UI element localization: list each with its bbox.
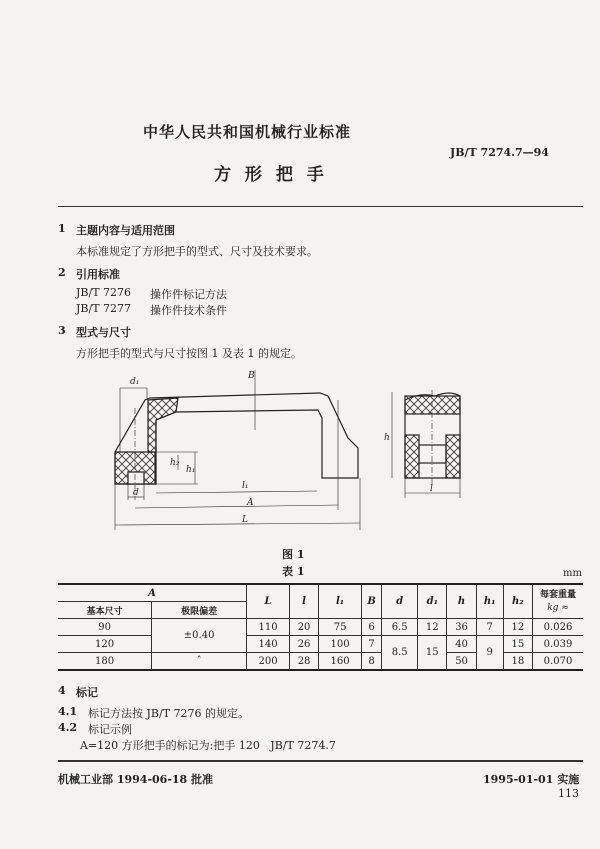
cell-h: 50 xyxy=(447,653,476,671)
label-l: l xyxy=(430,484,433,494)
section-2-title: 引用标准 xyxy=(76,268,120,281)
col-header-h2: h₂ xyxy=(503,584,532,619)
ref-name: 操作件标记方法 xyxy=(150,288,227,301)
cell-h: 36 xyxy=(447,619,476,636)
cell-l: 20 xyxy=(289,619,318,636)
col-header-l1: l₁ xyxy=(319,584,362,619)
side-view xyxy=(392,390,460,498)
cell-tolerance: ±0.40 xyxy=(152,619,247,653)
item-4-1-num: 4.1 xyxy=(58,705,78,718)
cell-l: 28 xyxy=(289,653,318,671)
ref-code: JB/T 7276 xyxy=(76,286,132,299)
cell-B: 6 xyxy=(362,619,382,636)
cell-A: 120 xyxy=(58,636,152,653)
col-header-weight xyxy=(533,584,584,619)
doc-title: 方 形 把 手 xyxy=(214,165,328,185)
section-4-num: 4 xyxy=(58,684,66,697)
figure-caption: 图 1 xyxy=(282,548,305,561)
section-3-body: 方形把手的型式与尺寸按图 1 及表 1 的规定。 xyxy=(76,347,302,360)
section-4-title: 标记 xyxy=(76,686,98,699)
section-3-num: 3 xyxy=(58,324,66,337)
cell-d1: 15 xyxy=(418,636,447,671)
cell-h: 40 xyxy=(447,636,476,653)
section-1-num: 1 xyxy=(58,222,66,235)
cell-weight: 0.026 xyxy=(533,619,584,636)
cell-h2: 12 xyxy=(503,619,532,636)
col-header-h: h xyxy=(447,584,476,619)
table-row xyxy=(58,619,583,636)
ref-code: JB/T 7277 xyxy=(76,302,132,315)
col-header-l: l xyxy=(289,584,318,619)
cell-d1: 12 xyxy=(418,619,447,636)
table-caption: 表 1 xyxy=(282,565,305,578)
item-4-1-text: 标记方法按 JB/T 7276 的规定。 xyxy=(88,707,250,720)
cell-B: 7 xyxy=(362,636,382,653)
col-header-L: L xyxy=(247,584,290,619)
marking-example: A=120 方形把手的标记为:把手 120 JB/T 7274.7 xyxy=(80,739,336,752)
table-header-row xyxy=(58,584,583,602)
cell-h2: 18 xyxy=(503,653,532,671)
label-A: A xyxy=(247,498,254,508)
table-row xyxy=(58,636,583,653)
cell-L: 140 xyxy=(247,636,290,653)
cell-L: 200 xyxy=(247,653,290,671)
col-header-d1: d₁ xyxy=(418,584,447,619)
col-header-A: A xyxy=(58,584,247,602)
section-2-num: 2 xyxy=(58,266,66,279)
weight-label: 每套重量 xyxy=(539,589,576,600)
section-3-title: 型式与尺寸 xyxy=(76,326,131,339)
footer-rule xyxy=(58,760,583,762)
cell-tolerance-mark: ˆ xyxy=(152,653,247,671)
label-L: L xyxy=(242,515,248,525)
effective-date: 1995-01-01 实施 xyxy=(483,773,580,786)
section-1-body: 本标准规定了方形把手的型式、尺寸及技术要求。 xyxy=(76,245,318,258)
cell-d: 8.5 xyxy=(382,636,418,671)
cell-L: 110 xyxy=(247,619,290,636)
cell-d: 6.5 xyxy=(382,619,418,636)
col-header-A-tol: 极限偏差 xyxy=(152,602,247,619)
header-rule xyxy=(58,206,583,207)
handle-drawing xyxy=(90,360,490,540)
item-4-2-num: 4.2 xyxy=(58,721,78,734)
table-unit: mm xyxy=(563,568,582,579)
cell-B: 8 xyxy=(362,653,382,671)
section-1-title: 主题内容与适用范围 xyxy=(76,224,175,237)
standard-number: JB/T 7274.7—94 xyxy=(450,146,549,159)
label-h1: h₁ xyxy=(186,465,196,475)
col-header-d: d xyxy=(382,584,418,619)
ref-name: 操作件技术条件 xyxy=(150,304,227,317)
cell-h1: 7 xyxy=(476,619,503,636)
col-header-A-basic: 基本尺寸 xyxy=(58,602,152,619)
weight-unit: kg ≈ xyxy=(547,602,569,613)
cell-l: 26 xyxy=(289,636,318,653)
cell-weight: 0.070 xyxy=(533,653,584,671)
item-4-2-text: 标记示例 xyxy=(88,723,132,736)
col-header-h1: h₁ xyxy=(476,584,503,619)
dimension-table xyxy=(58,583,583,671)
cell-l1: 75 xyxy=(319,619,362,636)
table-row xyxy=(58,653,583,671)
front-view xyxy=(115,370,360,530)
col-header-B: B xyxy=(362,584,382,619)
label-d1: d₁ xyxy=(130,377,140,387)
cell-l1: 100 xyxy=(319,636,362,653)
label-d: d xyxy=(133,488,139,498)
cell-l1: 160 xyxy=(319,653,362,671)
label-h: h xyxy=(384,433,390,443)
cell-h2: 15 xyxy=(503,636,532,653)
cell-A: 90 xyxy=(58,619,152,636)
cell-A: 180 xyxy=(58,653,152,671)
label-l1: l₁ xyxy=(242,481,249,491)
cell-weight: 0.039 xyxy=(533,636,584,653)
page-number: 113 xyxy=(558,787,579,800)
org-title: 中华人民共和国机械行业标准 xyxy=(143,123,352,141)
label-B: B xyxy=(248,371,255,381)
approval-text: 机械工业部 1994-06-18 批准 xyxy=(58,773,214,786)
cell-h1: 9 xyxy=(476,636,503,671)
label-h2: h₂ xyxy=(170,458,180,468)
